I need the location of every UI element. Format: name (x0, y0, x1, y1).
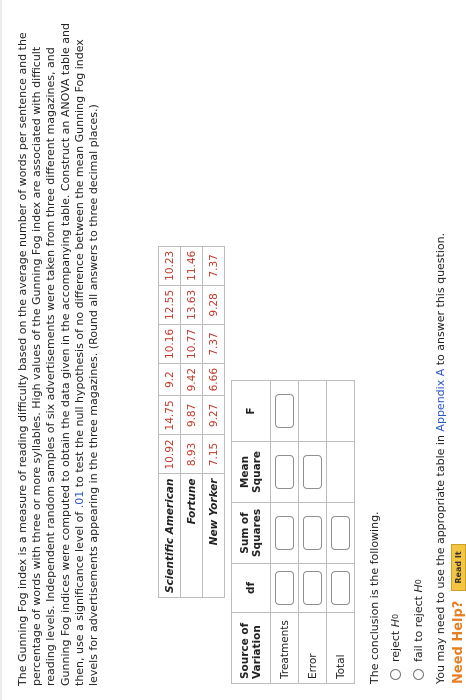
cell-empty (327, 381, 355, 442)
treatments-ms-input[interactable] (275, 455, 294, 489)
data-cell: 12.55 (159, 285, 181, 324)
data-cell: 9.42 (181, 363, 203, 395)
radio-fail-to-reject-icon[interactable] (413, 669, 424, 680)
option-reject-h0[interactable] (389, 511, 402, 680)
data-cell: 9.87 (181, 396, 203, 435)
row-label-error: Error (299, 613, 327, 684)
data-table (158, 246, 225, 598)
appendix-prefix: You may need to use the appropriate table in (434, 431, 447, 684)
anova-header-row (232, 381, 271, 684)
data-cell: 10.23 (159, 246, 181, 285)
option-fail-to-reject-h0[interactable] (412, 511, 425, 680)
data-row-fortune (181, 246, 203, 597)
cell-empty (327, 442, 355, 503)
need-help-bar (451, 544, 466, 684)
header-mean-square: Mean Square (232, 442, 271, 503)
cell-ms (299, 442, 327, 503)
anova-row-treatments (271, 381, 299, 684)
error-ss-input[interactable] (303, 516, 322, 550)
rotated-stage (2, 0, 466, 700)
treatments-f-input[interactable] (275, 394, 294, 428)
data-cell: 6.66 (203, 363, 225, 395)
header-source-of-variation: Source of Variation (232, 613, 271, 684)
data-cell: 9.2 (159, 363, 181, 395)
cell-df (271, 564, 299, 613)
data-cell: 9.28 (203, 285, 225, 324)
question-content (16, 14, 466, 686)
data-cell: 8.93 (181, 435, 203, 474)
option-fail-prefix: fail to reject (412, 596, 425, 662)
row-label: Fortune (181, 474, 203, 598)
significance-level: .01 (72, 490, 86, 509)
anova-row-error (299, 381, 327, 684)
problem-text-part1: The Gunning Fog index is a measure of reading difficulty based on the average number of words per sentence and the percentage of words with three or more syllables. High values of the Gunning Fog index are associated with difficult reading levels. Independent random samples of six advertisements were taken from three different magazines, and Gunning Fog indices were computed to obtain the data given in the accompanying table. Construct an ANOVA table and then, use a significance level of (16, 23, 86, 686)
total-df-input[interactable] (331, 571, 350, 605)
row-label-total: Total (327, 613, 355, 684)
appendix-link[interactable]: Appendix A (434, 368, 447, 432)
row-label: New Yorker (203, 474, 225, 598)
h-symbol: H (412, 584, 425, 593)
data-row-scientific-american (159, 246, 181, 597)
cell-df (299, 564, 327, 613)
read-it-button[interactable]: Read It (451, 544, 466, 590)
header-sum-of-squares: Sum of Squares (232, 503, 271, 564)
total-ss-input[interactable] (331, 516, 350, 550)
data-cell: 11.46 (181, 246, 203, 285)
option-reject-prefix: reject (389, 630, 402, 662)
cell-df (327, 564, 355, 613)
row-label-treatments: Treatments (271, 613, 299, 684)
header-f: F (232, 381, 271, 442)
error-ms-input[interactable] (303, 455, 322, 489)
data-row-new-yorker (203, 246, 225, 597)
data-cell: 7.15 (203, 435, 225, 474)
data-cell: 9.27 (203, 396, 225, 435)
data-cell: 7.37 (203, 324, 225, 363)
h-symbol: H (389, 618, 402, 628)
anova-table (231, 380, 355, 684)
row-label: Scientific American (159, 474, 181, 598)
appendix-suffix: to answer this question. (434, 232, 447, 369)
conclusion-section (368, 511, 435, 684)
cell-ms (271, 442, 299, 503)
error-df-input[interactable] (303, 571, 322, 605)
cell-f (271, 381, 299, 442)
appendix-note (434, 233, 447, 684)
data-cell: 14.75 (159, 396, 181, 435)
h-subscript: 0 (414, 579, 423, 585)
treatments-ss-input[interactable] (275, 516, 294, 550)
anova-row-total (327, 381, 355, 684)
cell-ss (299, 503, 327, 564)
need-help-label: Need Help? (451, 600, 466, 684)
problem-text-part2: to test the null hypothesis of no difference between the mean Gunning Fog index levels for advertisements appearing in the three magazines. (Round all answers to three decimal places.) (72, 39, 101, 686)
cell-ss (271, 503, 299, 564)
cell-empty (299, 381, 327, 442)
radio-reject-icon[interactable] (390, 669, 401, 680)
conclusion-prompt: The conclusion is the following. (368, 511, 381, 684)
data-cell: 10.77 (181, 324, 203, 363)
h-subscript: 0 (391, 613, 400, 619)
data-cell: 10.92 (159, 435, 181, 474)
treatments-df-input[interactable] (275, 571, 294, 605)
cell-ss (327, 503, 355, 564)
data-cell: 10.16 (159, 324, 181, 363)
data-cell: 7.37 (203, 246, 225, 285)
problem-statement (16, 14, 101, 686)
data-cell: 13.63 (181, 285, 203, 324)
header-df: df (232, 564, 271, 613)
